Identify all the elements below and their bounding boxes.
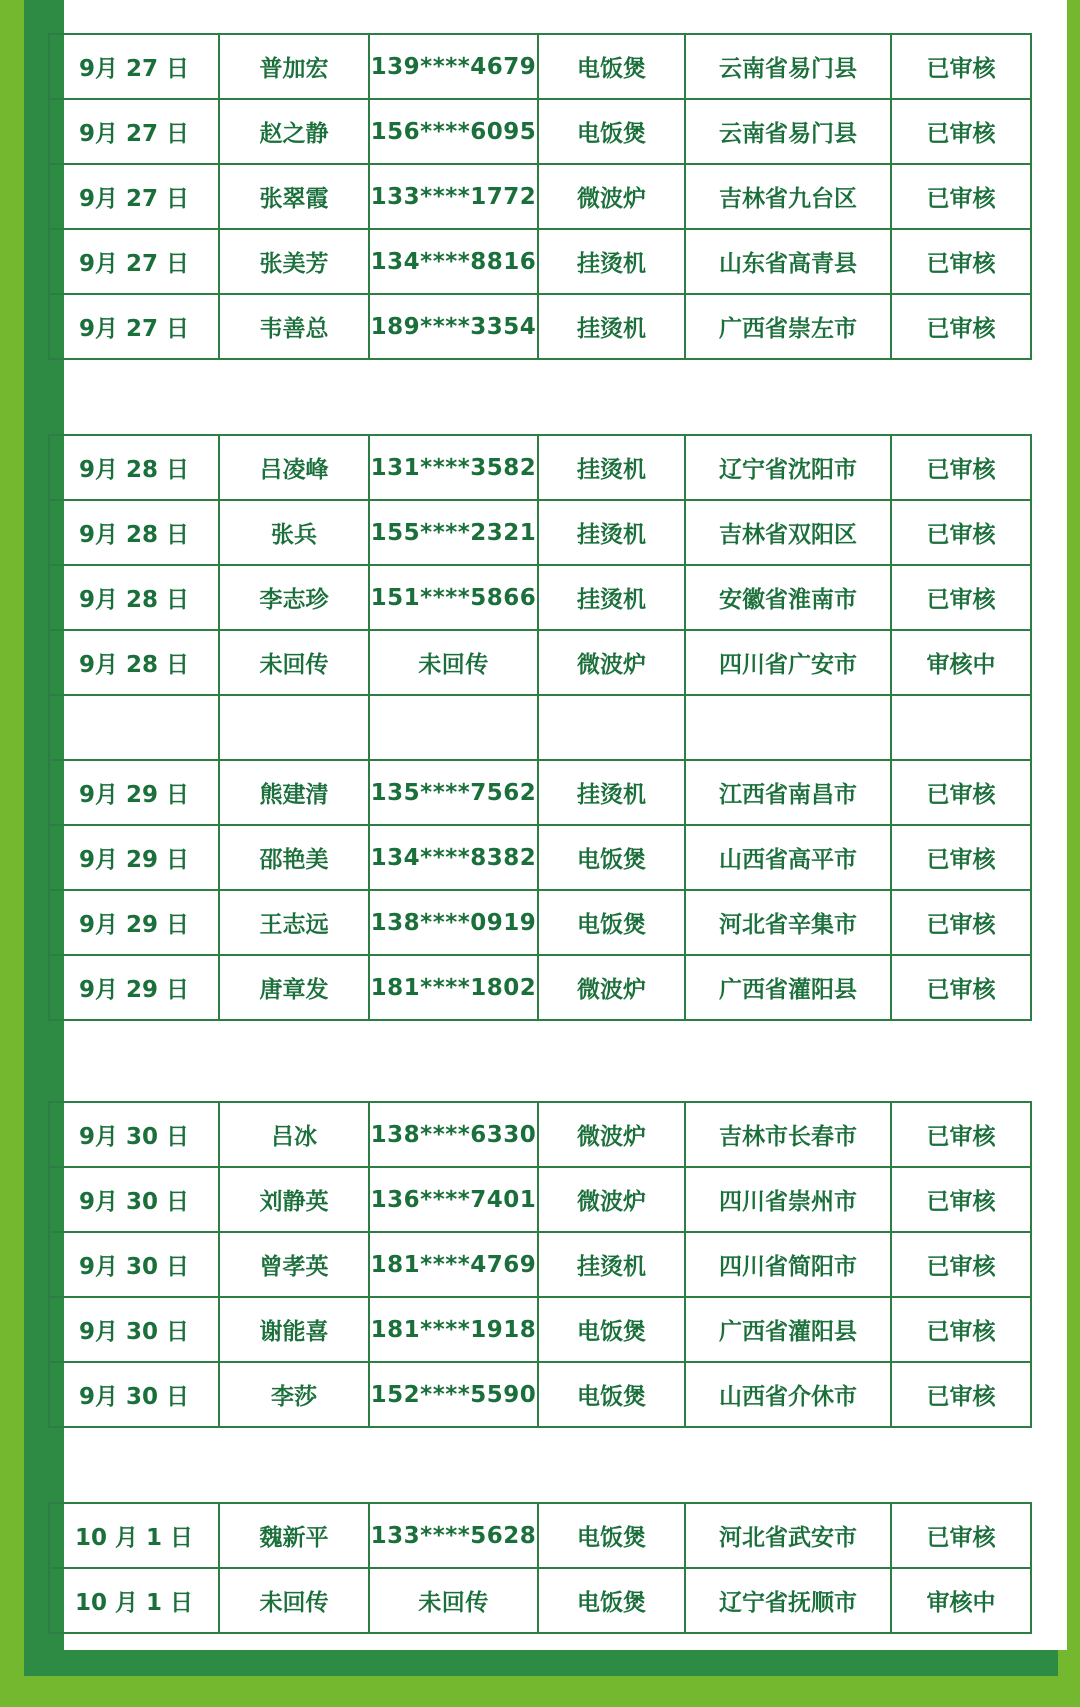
date-cell: 10 月 1 日 [49,1568,219,1633]
phone-cell: 151****5866 [369,565,538,630]
table-row [49,34,1031,99]
region-cell: 山西省介休市 [685,1362,891,1427]
phone-cell: 133****1772 [369,164,538,229]
phone-cell [369,695,538,760]
item-cell: 电饭煲 [538,1568,685,1633]
region-cell: 河北省辛集市 [685,890,891,955]
item-cell: 挂烫机 [538,760,685,825]
status-cell: 已审核 [891,435,1031,500]
table-row [49,500,1031,565]
name-cell: 曾孝英 [219,1232,369,1297]
region-cell [685,695,891,760]
table-row [49,1297,1031,1362]
phone-cell: 133****5628 [369,1503,538,1568]
region-cell: 四川省广安市 [685,630,891,695]
region-cell: 云南省易门县 [685,34,891,99]
phone-cell: 155****2321 [369,500,538,565]
date-cell: 9月 29 日 [49,955,219,1020]
date-cell: 9月 27 日 [49,294,219,359]
item-cell: 微波炉 [538,164,685,229]
name-cell: 赵之静 [219,99,369,164]
status-cell: 已审核 [891,500,1031,565]
table-row [49,1503,1031,1568]
name-cell: 李志珍 [219,565,369,630]
table-row [49,294,1031,359]
region-cell: 辽宁省沈阳市 [685,435,891,500]
name-cell: 刘静英 [219,1167,369,1232]
region-cell: 广西省灌阳县 [685,1297,891,1362]
status-cell: 审核中 [891,1568,1031,1633]
phone-cell: 139****4679 [369,34,538,99]
date-cell: 9月 27 日 [49,229,219,294]
table-row [49,1232,1031,1297]
table-group-4 [48,1502,1032,1634]
item-cell: 电饭煲 [538,1503,685,1568]
name-cell: 张兵 [219,500,369,565]
phone-cell: 134****8816 [369,229,538,294]
table-row [49,825,1031,890]
region-cell: 安徽省淮南市 [685,565,891,630]
date-cell: 9月 29 日 [49,825,219,890]
name-cell: 普加宏 [219,34,369,99]
region-cell: 吉林省双阳区 [685,500,891,565]
name-cell [219,695,369,760]
date-cell: 9月 30 日 [49,1102,219,1167]
region-cell: 四川省崇州市 [685,1167,891,1232]
name-cell: 吕凌峰 [219,435,369,500]
status-cell: 已审核 [891,890,1031,955]
name-cell: 未回传 [219,630,369,695]
phone-cell: 136****7401 [369,1167,538,1232]
name-cell: 李莎 [219,1362,369,1427]
region-cell: 吉林市长春市 [685,1102,891,1167]
name-cell: 张美芳 [219,229,369,294]
phone-cell: 未回传 [369,1568,538,1633]
name-cell: 张翠霞 [219,164,369,229]
phone-cell: 135****7562 [369,760,538,825]
region-cell: 广西省灌阳县 [685,955,891,1020]
table-row [49,890,1031,955]
table-row [49,1362,1031,1427]
date-cell: 9月 30 日 [49,1297,219,1362]
name-cell: 谢能喜 [219,1297,369,1362]
region-cell: 山东省高青县 [685,229,891,294]
name-cell: 韦善总 [219,294,369,359]
item-cell: 电饭煲 [538,825,685,890]
table-row [49,1102,1031,1167]
phone-cell: 181****1918 [369,1297,538,1362]
item-cell: 挂烫机 [538,435,685,500]
table-group-1 [48,33,1032,360]
table-group-3 [48,1101,1032,1428]
phone-cell: 189****3354 [369,294,538,359]
table-row [49,435,1031,500]
date-cell: 9月 30 日 [49,1232,219,1297]
phone-cell: 152****5590 [369,1362,538,1427]
region-cell: 广西省崇左市 [685,294,891,359]
date-cell: 9月 27 日 [49,34,219,99]
region-cell: 山西省高平市 [685,825,891,890]
status-cell: 已审核 [891,565,1031,630]
name-cell: 吕冰 [219,1102,369,1167]
date-cell: 9月 28 日 [49,565,219,630]
status-cell: 已审核 [891,1503,1031,1568]
region-cell: 河北省武安市 [685,1503,891,1568]
item-cell: 微波炉 [538,955,685,1020]
table-group-2 [48,434,1032,1021]
status-cell: 已审核 [891,294,1031,359]
status-cell: 已审核 [891,229,1031,294]
status-cell: 审核中 [891,630,1031,695]
date-cell: 9月 28 日 [49,500,219,565]
date-cell: 9月 27 日 [49,99,219,164]
status-cell: 已审核 [891,1232,1031,1297]
date-cell: 9月 30 日 [49,1167,219,1232]
date-cell: 9月 28 日 [49,630,219,695]
table-row [49,1167,1031,1232]
date-cell [49,695,219,760]
item-cell: 电饭煲 [538,99,685,164]
status-cell: 已审核 [891,99,1031,164]
table-row [49,1568,1031,1633]
name-cell: 魏新平 [219,1503,369,1568]
item-cell: 挂烫机 [538,500,685,565]
status-cell: 已审核 [891,1167,1031,1232]
item-cell: 电饭煲 [538,34,685,99]
region-cell: 江西省南昌市 [685,760,891,825]
item-cell: 挂烫机 [538,229,685,294]
name-cell: 唐章发 [219,955,369,1020]
name-cell: 邵艳美 [219,825,369,890]
item-cell: 挂烫机 [538,1232,685,1297]
phone-cell: 134****8382 [369,825,538,890]
table-row [49,760,1031,825]
status-cell: 已审核 [891,34,1031,99]
name-cell: 熊建清 [219,760,369,825]
item-cell: 电饭煲 [538,1297,685,1362]
phone-cell: 未回传 [369,630,538,695]
date-cell: 9月 29 日 [49,890,219,955]
status-cell: 已审核 [891,1297,1031,1362]
item-cell: 电饭煲 [538,1362,685,1427]
date-cell: 9月 27 日 [49,164,219,229]
region-cell: 吉林省九台区 [685,164,891,229]
status-cell [891,695,1031,760]
name-cell: 王志远 [219,890,369,955]
phone-cell: 181****1802 [369,955,538,1020]
item-cell [538,695,685,760]
date-cell: 9月 29 日 [49,760,219,825]
item-cell: 微波炉 [538,1167,685,1232]
date-cell: 9月 30 日 [49,1362,219,1427]
status-cell: 已审核 [891,760,1031,825]
date-cell: 9月 28 日 [49,435,219,500]
status-cell: 已审核 [891,1102,1031,1167]
phone-cell: 181****4769 [369,1232,538,1297]
status-cell: 已审核 [891,1362,1031,1427]
region-cell: 辽宁省抚顺市 [685,1568,891,1633]
phone-cell: 138****6330 [369,1102,538,1167]
date-cell: 10 月 1 日 [49,1503,219,1568]
table-row [49,565,1031,630]
phone-cell: 138****0919 [369,890,538,955]
region-cell: 四川省简阳市 [685,1232,891,1297]
table-row [49,99,1031,164]
table-row [49,164,1031,229]
status-cell: 已审核 [891,164,1031,229]
table-row [49,229,1031,294]
status-cell: 已审核 [891,955,1031,1020]
item-cell: 挂烫机 [538,294,685,359]
region-cell: 云南省易门县 [685,99,891,164]
status-cell: 已审核 [891,825,1031,890]
item-cell: 微波炉 [538,1102,685,1167]
name-cell: 未回传 [219,1568,369,1633]
phone-cell: 156****6095 [369,99,538,164]
table-row [49,955,1031,1020]
table-row [49,695,1031,760]
item-cell: 挂烫机 [538,565,685,630]
item-cell: 电饭煲 [538,890,685,955]
table-row [49,630,1031,695]
phone-cell: 131****3582 [369,435,538,500]
item-cell: 微波炉 [538,630,685,695]
